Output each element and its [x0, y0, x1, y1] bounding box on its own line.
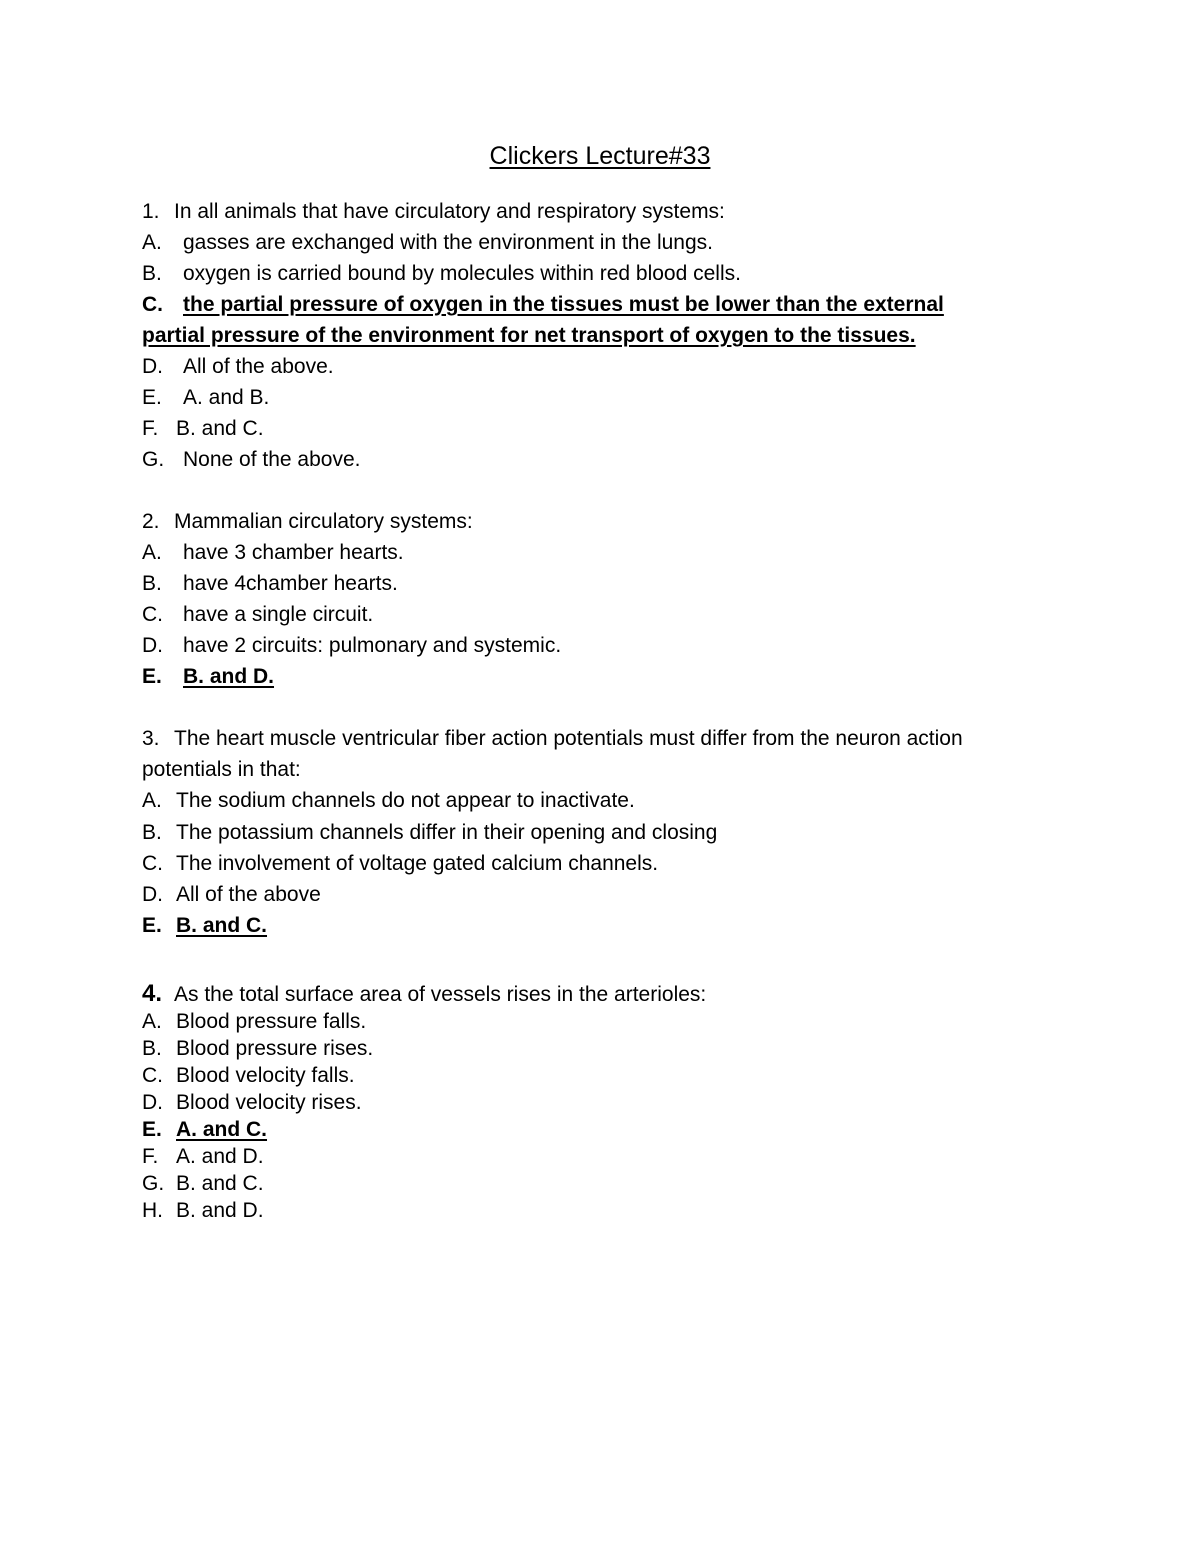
option-text: Blood velocity rises.: [176, 1091, 362, 1115]
option-a: [142, 1008, 1072, 1035]
option-a: [142, 227, 1072, 258]
option-text: The sodium channels do not appear to inactivate.: [176, 789, 635, 813]
option-e: [142, 382, 1072, 413]
option-text: B. and C.: [176, 417, 264, 440]
option-b: [142, 1035, 1072, 1062]
option-h: [142, 1197, 1072, 1224]
option-text: Blood pressure falls.: [176, 1010, 367, 1034]
option-letter: B.: [142, 820, 162, 844]
question-number: 3.: [142, 727, 160, 750]
question-text: In all animals that have circulatory and respiratory systems:: [174, 200, 725, 223]
question-text: As the total surface area of vessels rises in the arterioles:: [174, 983, 707, 1007]
question-stem-continued: [142, 754, 1072, 785]
option-letter: G.: [142, 1172, 165, 1196]
option-b: [142, 568, 1072, 599]
question-stem: [142, 723, 1072, 754]
option-letter: C.: [142, 851, 163, 875]
question-stem: [142, 196, 1072, 227]
option-letter: C.: [142, 603, 163, 626]
question-1: [142, 196, 1072, 475]
option-letter: C.: [142, 293, 163, 316]
option-text: have 4chamber hearts.: [183, 572, 398, 595]
option-text: Blood velocity falls.: [176, 1064, 355, 1088]
option-text: None of the above.: [183, 448, 361, 471]
option-letter: A.: [142, 231, 162, 254]
option-text: B. and D.: [176, 1199, 264, 1223]
option-text: The involvement of voltage gated calcium channels.: [176, 851, 659, 875]
option-f: [142, 1143, 1072, 1170]
option-text: have 3 chamber hearts.: [183, 541, 404, 564]
question-stem: [142, 980, 1072, 1008]
option-c: [142, 848, 1072, 879]
option-text-continued: partial pressure of the environment for net transport of oxygen to the tissues.: [142, 324, 916, 347]
option-c-correct-answer: [142, 289, 1072, 320]
option-b: [142, 817, 1072, 848]
option-d: [142, 879, 1072, 910]
option-b: [142, 258, 1072, 289]
question-number: 4.: [142, 980, 163, 1008]
option-c-continuation: [142, 320, 1072, 351]
option-f: [142, 413, 1072, 444]
question-number: 1.: [142, 200, 160, 223]
option-e-correct-answer: [142, 1116, 1072, 1143]
option-text: Blood pressure rises.: [176, 1037, 374, 1061]
question-3: [142, 723, 1072, 941]
option-text: B. and D.: [183, 665, 275, 688]
question-stem: [142, 506, 1072, 537]
option-text: B. and C.: [176, 914, 268, 938]
option-a: [142, 537, 1072, 568]
option-letter: A.: [142, 1010, 162, 1034]
option-g: [142, 1170, 1072, 1197]
option-letter: E.: [142, 665, 162, 688]
option-text: A. and B.: [183, 386, 270, 409]
question-text-continued: potentials in that:: [142, 758, 301, 782]
question-text: The heart muscle ventricular fiber action potentials must differ from the neuron action: [174, 727, 963, 750]
option-letter: B.: [142, 572, 162, 595]
option-letter: E.: [142, 1118, 162, 1142]
option-e-correct-answer: [142, 910, 1072, 941]
option-c: [142, 1062, 1072, 1089]
question-2: [142, 506, 1072, 692]
option-text: A. and C.: [176, 1118, 268, 1142]
option-text: The potassium channels differ in their opening and closing: [176, 820, 718, 844]
question-list: [142, 196, 1072, 1224]
option-letter: A.: [142, 789, 162, 813]
option-e-correct-answer: [142, 661, 1072, 692]
option-text: gasses are exchanged with the environment in the lungs.: [183, 231, 713, 254]
option-text: have 2 circuits: pulmonary and systemic.: [183, 634, 562, 657]
page-title: Clickers Lecture#33: [489, 142, 711, 170]
option-text: the partial pressure of oxygen in the tissues must be lower than the external: [183, 293, 944, 316]
option-text: B. and C.: [176, 1172, 264, 1196]
option-letter: F.: [142, 417, 159, 440]
option-letter: B.: [142, 1037, 162, 1061]
option-letter: G.: [142, 448, 165, 471]
option-letter: D.: [142, 634, 163, 657]
option-letter: H.: [142, 1199, 163, 1223]
question-number: 2.: [142, 510, 160, 533]
option-d: [142, 351, 1072, 382]
option-d: [142, 630, 1072, 661]
option-text: All of the above.: [183, 355, 334, 378]
option-d: [142, 1089, 1072, 1116]
question-text: Mammalian circulatory systems:: [174, 510, 473, 533]
option-text: All of the above: [176, 883, 321, 907]
option-a: [142, 785, 1072, 816]
question-4: [142, 980, 1072, 1224]
option-letter: D.: [142, 355, 163, 378]
option-letter: A.: [142, 541, 162, 564]
option-letter: E.: [142, 386, 162, 409]
option-c: [142, 599, 1072, 630]
option-text: have a single circuit.: [183, 603, 374, 626]
option-letter: F.: [142, 1145, 159, 1169]
option-letter: B.: [142, 262, 162, 285]
option-text: oxygen is carried bound by molecules within red blood cells.: [183, 262, 741, 285]
option-letter: D.: [142, 1091, 163, 1115]
option-text: A. and D.: [176, 1145, 264, 1169]
option-letter: C.: [142, 1064, 163, 1088]
option-g: [142, 444, 1072, 475]
option-letter: D.: [142, 883, 163, 907]
option-letter: E.: [142, 914, 162, 938]
